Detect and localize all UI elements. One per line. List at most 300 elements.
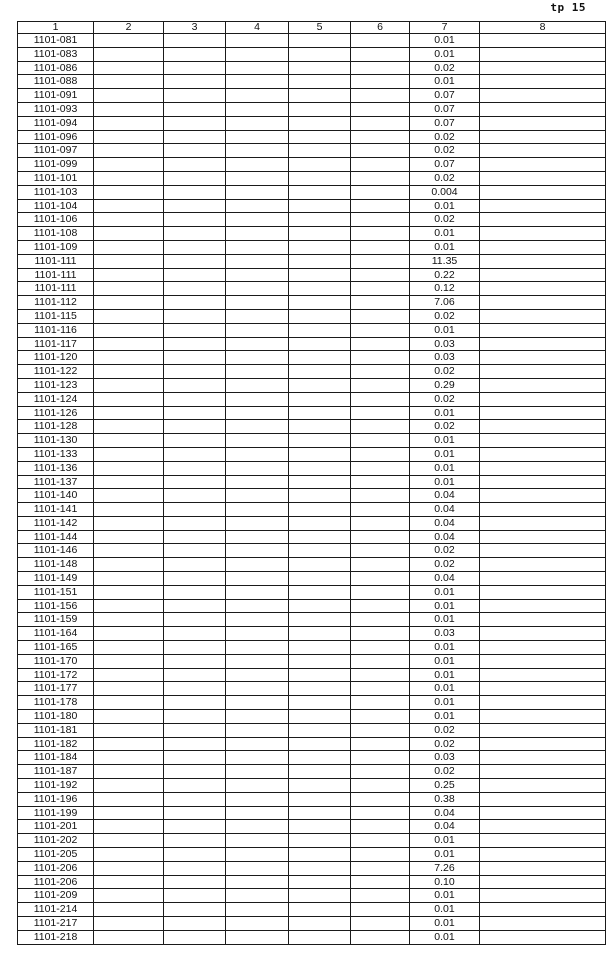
- empty-cell: [480, 158, 606, 172]
- code-cell: 1101-103: [18, 185, 94, 199]
- empty-cell: [226, 34, 289, 48]
- empty-cell: [480, 903, 606, 917]
- empty-cell: [480, 751, 606, 765]
- empty-cell: [94, 282, 164, 296]
- empty-cell: [94, 599, 164, 613]
- empty-cell: [480, 378, 606, 392]
- empty-cell: [226, 420, 289, 434]
- empty-cell: [289, 861, 351, 875]
- empty-cell: [480, 392, 606, 406]
- empty-cell: [226, 861, 289, 875]
- empty-cell: [164, 309, 226, 323]
- empty-cell: [226, 337, 289, 351]
- empty-cell: [289, 34, 351, 48]
- empty-cell: [226, 365, 289, 379]
- table-row: [18, 323, 606, 337]
- value-cell: 0.01: [410, 834, 480, 848]
- code-cell: 1101-126: [18, 406, 94, 420]
- empty-cell: [289, 378, 351, 392]
- empty-cell: [289, 447, 351, 461]
- value-cell: 0.01: [410, 696, 480, 710]
- empty-cell: [289, 641, 351, 655]
- empty-cell: [289, 47, 351, 61]
- code-cell: 1101-181: [18, 723, 94, 737]
- code-cell: 1101-083: [18, 47, 94, 61]
- table-row: [18, 365, 606, 379]
- code-cell: 1101-172: [18, 668, 94, 682]
- table-row: [18, 34, 606, 48]
- table-row: [18, 171, 606, 185]
- empty-cell: [226, 917, 289, 931]
- empty-cell: [480, 351, 606, 365]
- empty-cell: [289, 296, 351, 310]
- table-row: [18, 475, 606, 489]
- empty-cell: [94, 710, 164, 724]
- code-cell: 1101-170: [18, 654, 94, 668]
- empty-cell: [164, 475, 226, 489]
- empty-cell: [226, 585, 289, 599]
- table-row: [18, 282, 606, 296]
- empty-cell: [480, 420, 606, 434]
- empty-cell: [289, 503, 351, 517]
- empty-cell: [164, 917, 226, 931]
- value-cell: 0.01: [410, 903, 480, 917]
- value-cell: 0.02: [410, 365, 480, 379]
- empty-cell: [164, 434, 226, 448]
- empty-cell: [289, 158, 351, 172]
- code-cell: 1101-151: [18, 585, 94, 599]
- empty-cell: [164, 240, 226, 254]
- empty-cell: [164, 654, 226, 668]
- empty-cell: [351, 696, 410, 710]
- code-cell: 1101-097: [18, 144, 94, 158]
- empty-cell: [164, 530, 226, 544]
- empty-cell: [289, 337, 351, 351]
- value-cell: 0.02: [410, 309, 480, 323]
- value-cell: 0.01: [410, 475, 480, 489]
- empty-cell: [289, 227, 351, 241]
- empty-cell: [351, 185, 410, 199]
- value-cell: 0.02: [410, 61, 480, 75]
- code-cell: 1101-141: [18, 503, 94, 517]
- empty-cell: [480, 489, 606, 503]
- empty-cell: [164, 296, 226, 310]
- code-cell: 1101-217: [18, 917, 94, 931]
- code-cell: 1101-104: [18, 199, 94, 213]
- code-cell: 1101-201: [18, 820, 94, 834]
- table-row: [18, 337, 606, 351]
- empty-cell: [480, 613, 606, 627]
- code-cell: 1101-164: [18, 627, 94, 641]
- table-row: [18, 116, 606, 130]
- empty-cell: [226, 875, 289, 889]
- empty-cell: [164, 199, 226, 213]
- empty-cell: [226, 641, 289, 655]
- empty-cell: [226, 461, 289, 475]
- empty-cell: [94, 903, 164, 917]
- empty-cell: [94, 199, 164, 213]
- empty-cell: [164, 489, 226, 503]
- empty-cell: [164, 337, 226, 351]
- value-cell: 7.26: [410, 861, 480, 875]
- value-cell: 0.01: [410, 240, 480, 254]
- value-cell: 0.02: [410, 213, 480, 227]
- empty-cell: [226, 268, 289, 282]
- empty-cell: [351, 102, 410, 116]
- empty-cell: [480, 765, 606, 779]
- empty-cell: [94, 889, 164, 903]
- value-cell: 0.01: [410, 47, 480, 61]
- empty-cell: [289, 792, 351, 806]
- empty-cell: [94, 337, 164, 351]
- empty-cell: [226, 75, 289, 89]
- code-cell: 1101-206: [18, 861, 94, 875]
- empty-cell: [351, 861, 410, 875]
- value-cell: 0.07: [410, 102, 480, 116]
- code-cell: 1101-180: [18, 710, 94, 724]
- empty-cell: [289, 654, 351, 668]
- empty-cell: [351, 475, 410, 489]
- empty-cell: [289, 599, 351, 613]
- empty-cell: [480, 875, 606, 889]
- table-header-row: [18, 22, 606, 34]
- empty-cell: [289, 585, 351, 599]
- empty-cell: [351, 171, 410, 185]
- empty-cell: [289, 627, 351, 641]
- empty-cell: [94, 406, 164, 420]
- empty-cell: [226, 820, 289, 834]
- empty-cell: [94, 392, 164, 406]
- empty-cell: [351, 917, 410, 931]
- empty-cell: [480, 668, 606, 682]
- empty-cell: [164, 751, 226, 765]
- empty-cell: [289, 710, 351, 724]
- value-cell: 0.01: [410, 34, 480, 48]
- value-cell: 0.02: [410, 171, 480, 185]
- value-cell: 0.12: [410, 282, 480, 296]
- empty-cell: [351, 820, 410, 834]
- value-cell: 0.01: [410, 613, 480, 627]
- table-row: [18, 447, 606, 461]
- empty-cell: [480, 323, 606, 337]
- empty-cell: [226, 89, 289, 103]
- empty-cell: [94, 475, 164, 489]
- code-cell: 1101-111: [18, 254, 94, 268]
- empty-cell: [351, 461, 410, 475]
- empty-cell: [226, 558, 289, 572]
- empty-cell: [226, 599, 289, 613]
- code-cell: 1101-192: [18, 779, 94, 793]
- table-row: [18, 378, 606, 392]
- empty-cell: [351, 848, 410, 862]
- value-cell: 0.38: [410, 792, 480, 806]
- empty-cell: [289, 309, 351, 323]
- empty-cell: [351, 392, 410, 406]
- empty-cell: [226, 171, 289, 185]
- empty-cell: [351, 227, 410, 241]
- empty-cell: [351, 309, 410, 323]
- table-row: [18, 130, 606, 144]
- code-cell: 1101-187: [18, 765, 94, 779]
- empty-cell: [289, 723, 351, 737]
- empty-cell: [351, 875, 410, 889]
- value-cell: 0.02: [410, 558, 480, 572]
- table-row: [18, 544, 606, 558]
- code-cell: 1101-128: [18, 420, 94, 434]
- value-cell: 0.02: [410, 130, 480, 144]
- value-cell: 0.01: [410, 889, 480, 903]
- table-row: [18, 917, 606, 931]
- empty-cell: [226, 627, 289, 641]
- empty-cell: [94, 917, 164, 931]
- empty-cell: [164, 461, 226, 475]
- code-cell: 1101-086: [18, 61, 94, 75]
- empty-cell: [289, 544, 351, 558]
- empty-cell: [226, 806, 289, 820]
- value-cell: 0.01: [410, 599, 480, 613]
- empty-cell: [226, 654, 289, 668]
- empty-cell: [480, 917, 606, 931]
- value-cell: 0.07: [410, 158, 480, 172]
- empty-cell: [94, 461, 164, 475]
- empty-cell: [94, 323, 164, 337]
- empty-cell: [164, 365, 226, 379]
- table-row: [18, 489, 606, 503]
- empty-cell: [289, 903, 351, 917]
- empty-cell: [351, 434, 410, 448]
- empty-cell: [289, 406, 351, 420]
- value-cell: 0.02: [410, 765, 480, 779]
- code-cell: 1101-142: [18, 516, 94, 530]
- code-cell: 1101-111: [18, 282, 94, 296]
- column-header: 4: [226, 22, 289, 34]
- empty-cell: [480, 503, 606, 517]
- empty-cell: [226, 544, 289, 558]
- empty-cell: [480, 309, 606, 323]
- empty-cell: [164, 378, 226, 392]
- empty-cell: [226, 116, 289, 130]
- empty-cell: [480, 641, 606, 655]
- empty-cell: [351, 903, 410, 917]
- table-row: [18, 420, 606, 434]
- empty-cell: [226, 737, 289, 751]
- empty-cell: [351, 654, 410, 668]
- empty-cell: [480, 199, 606, 213]
- empty-cell: [94, 434, 164, 448]
- empty-cell: [480, 834, 606, 848]
- empty-cell: [351, 613, 410, 627]
- table-row: [18, 309, 606, 323]
- table-row: [18, 861, 606, 875]
- empty-cell: [94, 751, 164, 765]
- empty-cell: [351, 599, 410, 613]
- empty-cell: [164, 765, 226, 779]
- empty-cell: [351, 213, 410, 227]
- empty-cell: [94, 503, 164, 517]
- empty-cell: [94, 365, 164, 379]
- empty-cell: [94, 861, 164, 875]
- value-cell: 0.01: [410, 447, 480, 461]
- empty-cell: [289, 351, 351, 365]
- empty-cell: [289, 889, 351, 903]
- code-cell: 1101-137: [18, 475, 94, 489]
- table-row: [18, 392, 606, 406]
- empty-cell: [351, 116, 410, 130]
- empty-cell: [480, 365, 606, 379]
- empty-cell: [94, 447, 164, 461]
- table-row: [18, 779, 606, 793]
- table-row: [18, 834, 606, 848]
- empty-cell: [289, 820, 351, 834]
- empty-cell: [164, 89, 226, 103]
- empty-cell: [351, 365, 410, 379]
- empty-cell: [94, 61, 164, 75]
- table-row: [18, 351, 606, 365]
- empty-cell: [226, 392, 289, 406]
- code-cell: 1101-081: [18, 34, 94, 48]
- code-cell: 1101-091: [18, 89, 94, 103]
- empty-cell: [289, 917, 351, 931]
- table-row: [18, 158, 606, 172]
- value-cell: 0.02: [410, 737, 480, 751]
- empty-cell: [289, 489, 351, 503]
- empty-cell: [226, 434, 289, 448]
- table-row: [18, 696, 606, 710]
- table-row: [18, 641, 606, 655]
- empty-cell: [289, 199, 351, 213]
- empty-cell: [480, 930, 606, 944]
- empty-cell: [480, 861, 606, 875]
- table-row: [18, 268, 606, 282]
- table-row: [18, 710, 606, 724]
- value-cell: 0.01: [410, 406, 480, 420]
- table-row: [18, 558, 606, 572]
- table-row: [18, 47, 606, 61]
- empty-cell: [289, 751, 351, 765]
- code-cell: 1101-178: [18, 696, 94, 710]
- empty-cell: [351, 641, 410, 655]
- empty-cell: [164, 420, 226, 434]
- column-header: 6: [351, 22, 410, 34]
- empty-cell: [351, 503, 410, 517]
- empty-cell: [226, 516, 289, 530]
- empty-cell: [289, 185, 351, 199]
- column-header: 8: [480, 22, 606, 34]
- value-cell: 0.02: [410, 144, 480, 158]
- empty-cell: [480, 75, 606, 89]
- empty-cell: [94, 737, 164, 751]
- empty-cell: [351, 834, 410, 848]
- empty-cell: [94, 296, 164, 310]
- value-cell: 0.01: [410, 75, 480, 89]
- empty-cell: [289, 213, 351, 227]
- empty-cell: [289, 516, 351, 530]
- table-row: [18, 820, 606, 834]
- empty-cell: [94, 530, 164, 544]
- empty-cell: [289, 806, 351, 820]
- empty-cell: [94, 627, 164, 641]
- value-cell: 0.01: [410, 434, 480, 448]
- value-cell: 0.03: [410, 751, 480, 765]
- code-cell: 1101-196: [18, 792, 94, 806]
- empty-cell: [289, 765, 351, 779]
- table-row: [18, 613, 606, 627]
- table-row: [18, 765, 606, 779]
- empty-cell: [226, 61, 289, 75]
- empty-cell: [164, 723, 226, 737]
- empty-cell: [289, 144, 351, 158]
- page-label: tp 15: [550, 1, 586, 14]
- empty-cell: [164, 227, 226, 241]
- empty-cell: [226, 227, 289, 241]
- empty-cell: [164, 144, 226, 158]
- column-header: 3: [164, 22, 226, 34]
- empty-cell: [480, 544, 606, 558]
- empty-cell: [226, 309, 289, 323]
- empty-cell: [480, 406, 606, 420]
- empty-cell: [480, 34, 606, 48]
- empty-cell: [480, 144, 606, 158]
- value-cell: 0.01: [410, 668, 480, 682]
- empty-cell: [164, 47, 226, 61]
- column-header: 5: [289, 22, 351, 34]
- column-header: 2: [94, 22, 164, 34]
- code-cell: 1101-124: [18, 392, 94, 406]
- empty-cell: [94, 613, 164, 627]
- empty-cell: [351, 61, 410, 75]
- code-cell: 1101-159: [18, 613, 94, 627]
- empty-cell: [226, 47, 289, 61]
- table-row: [18, 227, 606, 241]
- value-cell: 0.01: [410, 917, 480, 931]
- empty-cell: [94, 102, 164, 116]
- code-cell: 1101-101: [18, 171, 94, 185]
- empty-cell: [164, 558, 226, 572]
- empty-cell: [164, 61, 226, 75]
- empty-cell: [289, 834, 351, 848]
- empty-cell: [164, 792, 226, 806]
- empty-cell: [164, 130, 226, 144]
- empty-cell: [351, 889, 410, 903]
- empty-cell: [351, 406, 410, 420]
- value-cell: 0.29: [410, 378, 480, 392]
- empty-cell: [351, 337, 410, 351]
- empty-cell: [164, 585, 226, 599]
- empty-cell: [480, 889, 606, 903]
- empty-cell: [164, 875, 226, 889]
- empty-cell: [94, 309, 164, 323]
- value-cell: 0.04: [410, 503, 480, 517]
- empty-cell: [289, 392, 351, 406]
- table-row: [18, 406, 606, 420]
- empty-cell: [94, 820, 164, 834]
- code-cell: 1101-165: [18, 641, 94, 655]
- empty-cell: [94, 130, 164, 144]
- empty-cell: [480, 572, 606, 586]
- empty-cell: [289, 930, 351, 944]
- empty-cell: [226, 102, 289, 116]
- empty-cell: [289, 89, 351, 103]
- value-cell: 0.02: [410, 544, 480, 558]
- empty-cell: [94, 351, 164, 365]
- code-cell: 1101-123: [18, 378, 94, 392]
- value-cell: 0.01: [410, 710, 480, 724]
- empty-cell: [164, 641, 226, 655]
- empty-cell: [164, 268, 226, 282]
- empty-cell: [351, 420, 410, 434]
- code-cell: 1101-096: [18, 130, 94, 144]
- table-row: [18, 627, 606, 641]
